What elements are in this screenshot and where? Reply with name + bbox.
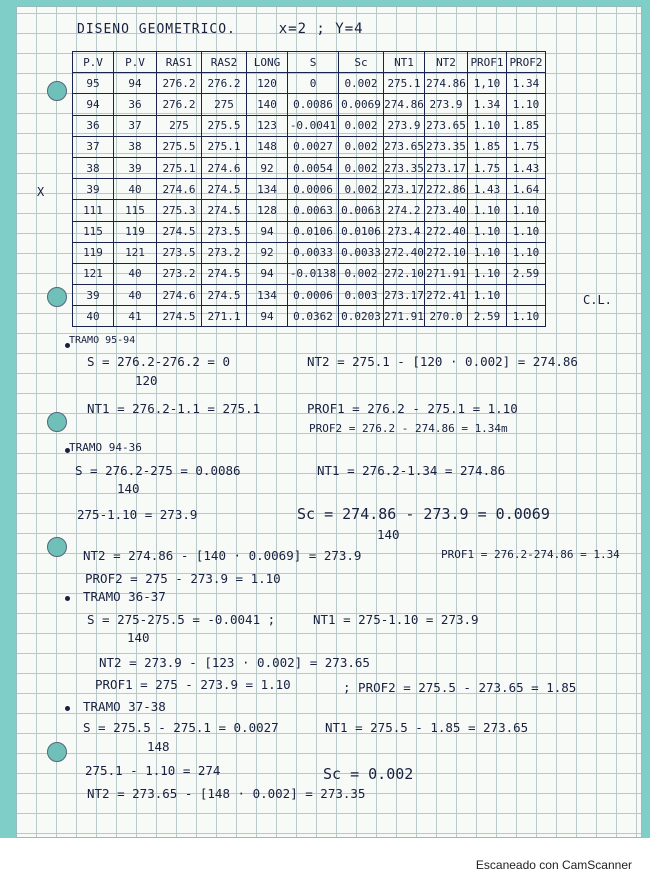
equation: NT1 = 276.2-1.1 = 275.1 (87, 401, 261, 416)
table-row (73, 179, 546, 200)
table-cell: 273.5 (202, 221, 247, 242)
table-cell: 1.10 (507, 306, 546, 327)
table-cell: 0.0006 (288, 179, 339, 200)
equation: NT2 = 273.65 - [148 · 0.002] = 273.35 (87, 786, 366, 801)
table-cell: 271.91 (425, 263, 468, 284)
table-cell: 38 (114, 136, 157, 157)
table-cell: 140 (247, 94, 288, 115)
table-cell: 119 (73, 242, 114, 263)
table-cell: 0.002 (339, 179, 384, 200)
table-cell: 1.10 (507, 94, 546, 115)
table-cell: 1.10 (468, 115, 507, 136)
table-cell: 0.0106 (339, 221, 384, 242)
table-cell: 0.0086 (288, 94, 339, 115)
table-cell: 94 (247, 306, 288, 327)
table-cell: 1.75 (507, 136, 546, 157)
equation: PROF1 = 276.2 - 275.1 = 1.10 (307, 401, 518, 416)
table-cell: 38 (73, 157, 114, 178)
table-row (73, 115, 546, 136)
table-row (73, 263, 546, 284)
equation: Sc = 274.86 - 273.9 = 0.0069 (297, 505, 550, 523)
table-cell: 0.0054 (288, 157, 339, 178)
table-row (73, 221, 546, 242)
equation: PROF1 = 275 - 273.9 = 1.10 (95, 677, 291, 692)
table-cell: 121 (73, 263, 114, 284)
table-cell: 275 (157, 115, 202, 136)
table-cell: 36 (73, 115, 114, 136)
table-cell: 272.10 (384, 263, 425, 284)
table-body (73, 73, 546, 327)
bullet-dot (65, 596, 70, 601)
table-cell: 2.59 (468, 306, 507, 327)
table-cell: 274.6 (157, 179, 202, 200)
table-cell: 111 (73, 200, 114, 221)
table-cell: 273.2 (202, 242, 247, 263)
table-cell: 273.65 (384, 136, 425, 157)
col-header: PROF1 (468, 52, 507, 73)
table-cell: 39 (114, 157, 157, 178)
table-cell: 0.002 (339, 263, 384, 284)
table-cell: 123 (247, 115, 288, 136)
table-cell: 274.2 (384, 200, 425, 221)
equation: NT2 = 274.86 - [140 · 0.0069] = 273.9 (83, 548, 362, 563)
equation: 275.1 - 1.10 = 274 (85, 763, 221, 778)
table-cell: -0.0041 (288, 115, 339, 136)
table-cell: 274.5 (202, 200, 247, 221)
table-cell: 1.43 (507, 157, 546, 178)
scanner-watermark: Escaneado con CamScanner (475, 858, 632, 872)
table-cell: 39 (73, 179, 114, 200)
table-cell: 40 (114, 263, 157, 284)
col-header: Sc (339, 52, 384, 73)
section-heading: TRAMO 95-94 (69, 335, 136, 346)
table-cell: 274.5 (202, 263, 247, 284)
table-cell: 274.5 (157, 221, 202, 242)
table-cell: 274.5 (202, 285, 247, 306)
table-cell: 275 (202, 94, 247, 115)
table-cell: 2.59 (507, 263, 546, 284)
equation: ; PROF2 = 275.5 - 273.65 = 1.85 (343, 680, 577, 695)
data-table (72, 51, 546, 327)
table-cell: 95 (73, 73, 114, 94)
binder-hole (47, 742, 67, 762)
table-cell: 273.40 (425, 200, 468, 221)
table-cell: 0.0362 (288, 306, 339, 327)
table-cell: 94 (247, 221, 288, 242)
table-cell: 1.34 (507, 73, 546, 94)
table-cell: 134 (247, 285, 288, 306)
table-cell: 0.002 (339, 136, 384, 157)
equation: NT1 = 275.5 - 1.85 = 273.65 (325, 720, 529, 735)
table-cell: 1.10 (507, 200, 546, 221)
col-header: LONG (247, 52, 288, 73)
table-row (73, 200, 546, 221)
table-cell: 276.2 (157, 73, 202, 94)
table-cell: 94 (247, 263, 288, 284)
table-cell: 275.5 (202, 115, 247, 136)
table-cell: 271.1 (202, 306, 247, 327)
table-cell: 0.0006 (288, 285, 339, 306)
table-cell: 1,10 (468, 73, 507, 94)
equation-denominator: 148 (147, 739, 170, 754)
table-cell: 1.85 (507, 115, 546, 136)
table-cell: 1.10 (468, 285, 507, 306)
table-cell: 275.3 (157, 200, 202, 221)
table-cell: 1.10 (468, 221, 507, 242)
equation: Sc = 0.002 (323, 765, 414, 783)
table-cell: 273.17 (384, 285, 425, 306)
table-cell: 274.86 (384, 94, 425, 115)
table-cell: 273.9 (425, 94, 468, 115)
section-heading: TRAMO 37-38 (83, 699, 166, 714)
equation: NT2 = 273.9 - [123 · 0.002] = 273.65 (99, 655, 370, 670)
table-cell: 273.17 (425, 157, 468, 178)
title-text: DISENO GEOMETRICO. (77, 22, 236, 37)
table-cell: 0.0106 (288, 221, 339, 242)
equation: S = 276.2-276.2 = 0 (87, 354, 230, 369)
table-row (73, 94, 546, 115)
equation: S = 275.5 - 275.1 = 0.0027 (83, 720, 279, 735)
table-cell: 271.91 (384, 306, 425, 327)
equation-denominator: 140 (377, 527, 400, 542)
table-cell: 272.41 (425, 285, 468, 306)
table-row (73, 136, 546, 157)
table-cell: 273.65 (425, 115, 468, 136)
binder-hole (47, 537, 67, 557)
table-cell: 274.6 (202, 157, 247, 178)
equation: S = 275-275.5 = -0.0041 ; (87, 612, 276, 627)
table-cell (507, 285, 546, 306)
table-cell: 274.6 (157, 285, 202, 306)
table-cell: 272.10 (425, 242, 468, 263)
table-cell: 1.75 (468, 157, 507, 178)
table-cell: 275.1 (384, 73, 425, 94)
table-cell: 128 (247, 200, 288, 221)
table-cell: 273.2 (157, 263, 202, 284)
table-cell: 1.10 (507, 221, 546, 242)
col-header: P.V (73, 52, 114, 73)
table-cell: 40 (114, 285, 157, 306)
table-cell: 41 (114, 306, 157, 327)
table-cell: 275.5 (157, 136, 202, 157)
equation: NT1 = 275-1.10 = 273.9 (313, 612, 479, 627)
table-cell: 274.86 (425, 73, 468, 94)
equation: 275-1.10 = 273.9 (77, 507, 198, 522)
binder-hole (47, 81, 67, 101)
table-cell: 0.0063 (288, 200, 339, 221)
margin-mark: X (37, 185, 45, 199)
table-header-row (73, 52, 546, 73)
table-cell: 273.5 (157, 242, 202, 263)
table-cell: 0.0069 (339, 94, 384, 115)
page-title (77, 21, 364, 37)
equation-denominator: 140 (127, 630, 150, 645)
table-note: C.L. (583, 293, 612, 307)
table-row (73, 285, 546, 306)
equation: NT1 = 276.2-1.34 = 274.86 (317, 463, 506, 478)
table-row (73, 157, 546, 178)
table-cell: 272.86 (425, 179, 468, 200)
table-cell: 0 (288, 73, 339, 94)
table-cell: 270.0 (425, 306, 468, 327)
table-cell: 119 (114, 221, 157, 242)
table-cell: 0.0063 (339, 200, 384, 221)
col-header: NT2 (425, 52, 468, 73)
table-cell: 273.9 (384, 115, 425, 136)
table-cell: 40 (73, 306, 114, 327)
bullet-dot (65, 706, 70, 711)
table-cell: 1.34 (468, 94, 507, 115)
col-header: PROF2 (507, 52, 546, 73)
table-cell: 37 (73, 136, 114, 157)
table-cell: 0.0033 (339, 242, 384, 263)
table-cell: 272.40 (384, 242, 425, 263)
section-heading: TRAMO 94-36 (69, 441, 142, 454)
table-cell: 94 (114, 73, 157, 94)
equation: NT2 = 275.1 - [120 · 0.002] = 274.86 (307, 354, 578, 369)
binder-hole (47, 412, 67, 432)
table-row (73, 306, 546, 327)
binder-hole (47, 287, 67, 307)
equation-denominator: 120 (135, 373, 158, 388)
table-cell: 274.5 (202, 179, 247, 200)
table-cell: 1.10 (468, 200, 507, 221)
graph-paper-sheet (16, 6, 642, 838)
table-cell: 92 (247, 242, 288, 263)
table-cell: 273.35 (425, 136, 468, 157)
table-cell: 1.10 (507, 242, 546, 263)
table-cell: 121 (114, 242, 157, 263)
table-row (73, 242, 546, 263)
table-cell: -0.0138 (288, 263, 339, 284)
table-cell: 134 (247, 179, 288, 200)
table-cell: 0.002 (339, 115, 384, 136)
table-cell: 273.4 (384, 221, 425, 242)
table-cell: 115 (114, 200, 157, 221)
col-header: P.V (114, 52, 157, 73)
table-cell: 120 (247, 73, 288, 94)
table-cell: 274.5 (157, 306, 202, 327)
table-cell: 1.10 (468, 263, 507, 284)
equation: S = 276.2-275 = 0.0086 (75, 463, 241, 478)
table-cell: 0.002 (339, 73, 384, 94)
table-cell: 0.0027 (288, 136, 339, 157)
section-heading: TRAMO 36-37 (83, 589, 166, 604)
table-cell: 36 (114, 94, 157, 115)
table-cell: 94 (73, 94, 114, 115)
col-header: RAS1 (157, 52, 202, 73)
table-cell: 0.0203 (339, 306, 384, 327)
table-cell: 92 (247, 157, 288, 178)
table-cell: 0.002 (339, 157, 384, 178)
table-cell: 115 (73, 221, 114, 242)
table-cell: 40 (114, 179, 157, 200)
table-row (73, 73, 546, 94)
table-cell: 276.2 (157, 94, 202, 115)
title-params: x=2 ; Y=4 (278, 21, 364, 37)
table-cell: 37 (114, 115, 157, 136)
equation: PROF2 = 276.2 - 274.86 = 1.34m (309, 422, 508, 435)
equation: PROF2 = 275 - 273.9 = 1.10 (85, 571, 281, 586)
equation: PROF1 = 276.2-274.86 = 1.34 (441, 548, 620, 561)
col-header: NT1 (384, 52, 425, 73)
table-cell: 1.64 (507, 179, 546, 200)
table-cell: 273.17 (384, 179, 425, 200)
table-cell: 0.0033 (288, 242, 339, 263)
table-cell: 39 (73, 285, 114, 306)
table-cell: 0.003 (339, 285, 384, 306)
table-cell: 148 (247, 136, 288, 157)
table-cell: 1.10 (468, 242, 507, 263)
table-cell: 276.2 (202, 73, 247, 94)
table-cell: 1.43 (468, 179, 507, 200)
equation-denominator: 140 (117, 481, 140, 496)
col-header: RAS2 (202, 52, 247, 73)
col-header: S (288, 52, 339, 73)
table-cell: 272.40 (425, 221, 468, 242)
table-cell: 1.85 (468, 136, 507, 157)
table-cell: 273.35 (384, 157, 425, 178)
table-cell: 275.1 (202, 136, 247, 157)
table-cell: 275.1 (157, 157, 202, 178)
